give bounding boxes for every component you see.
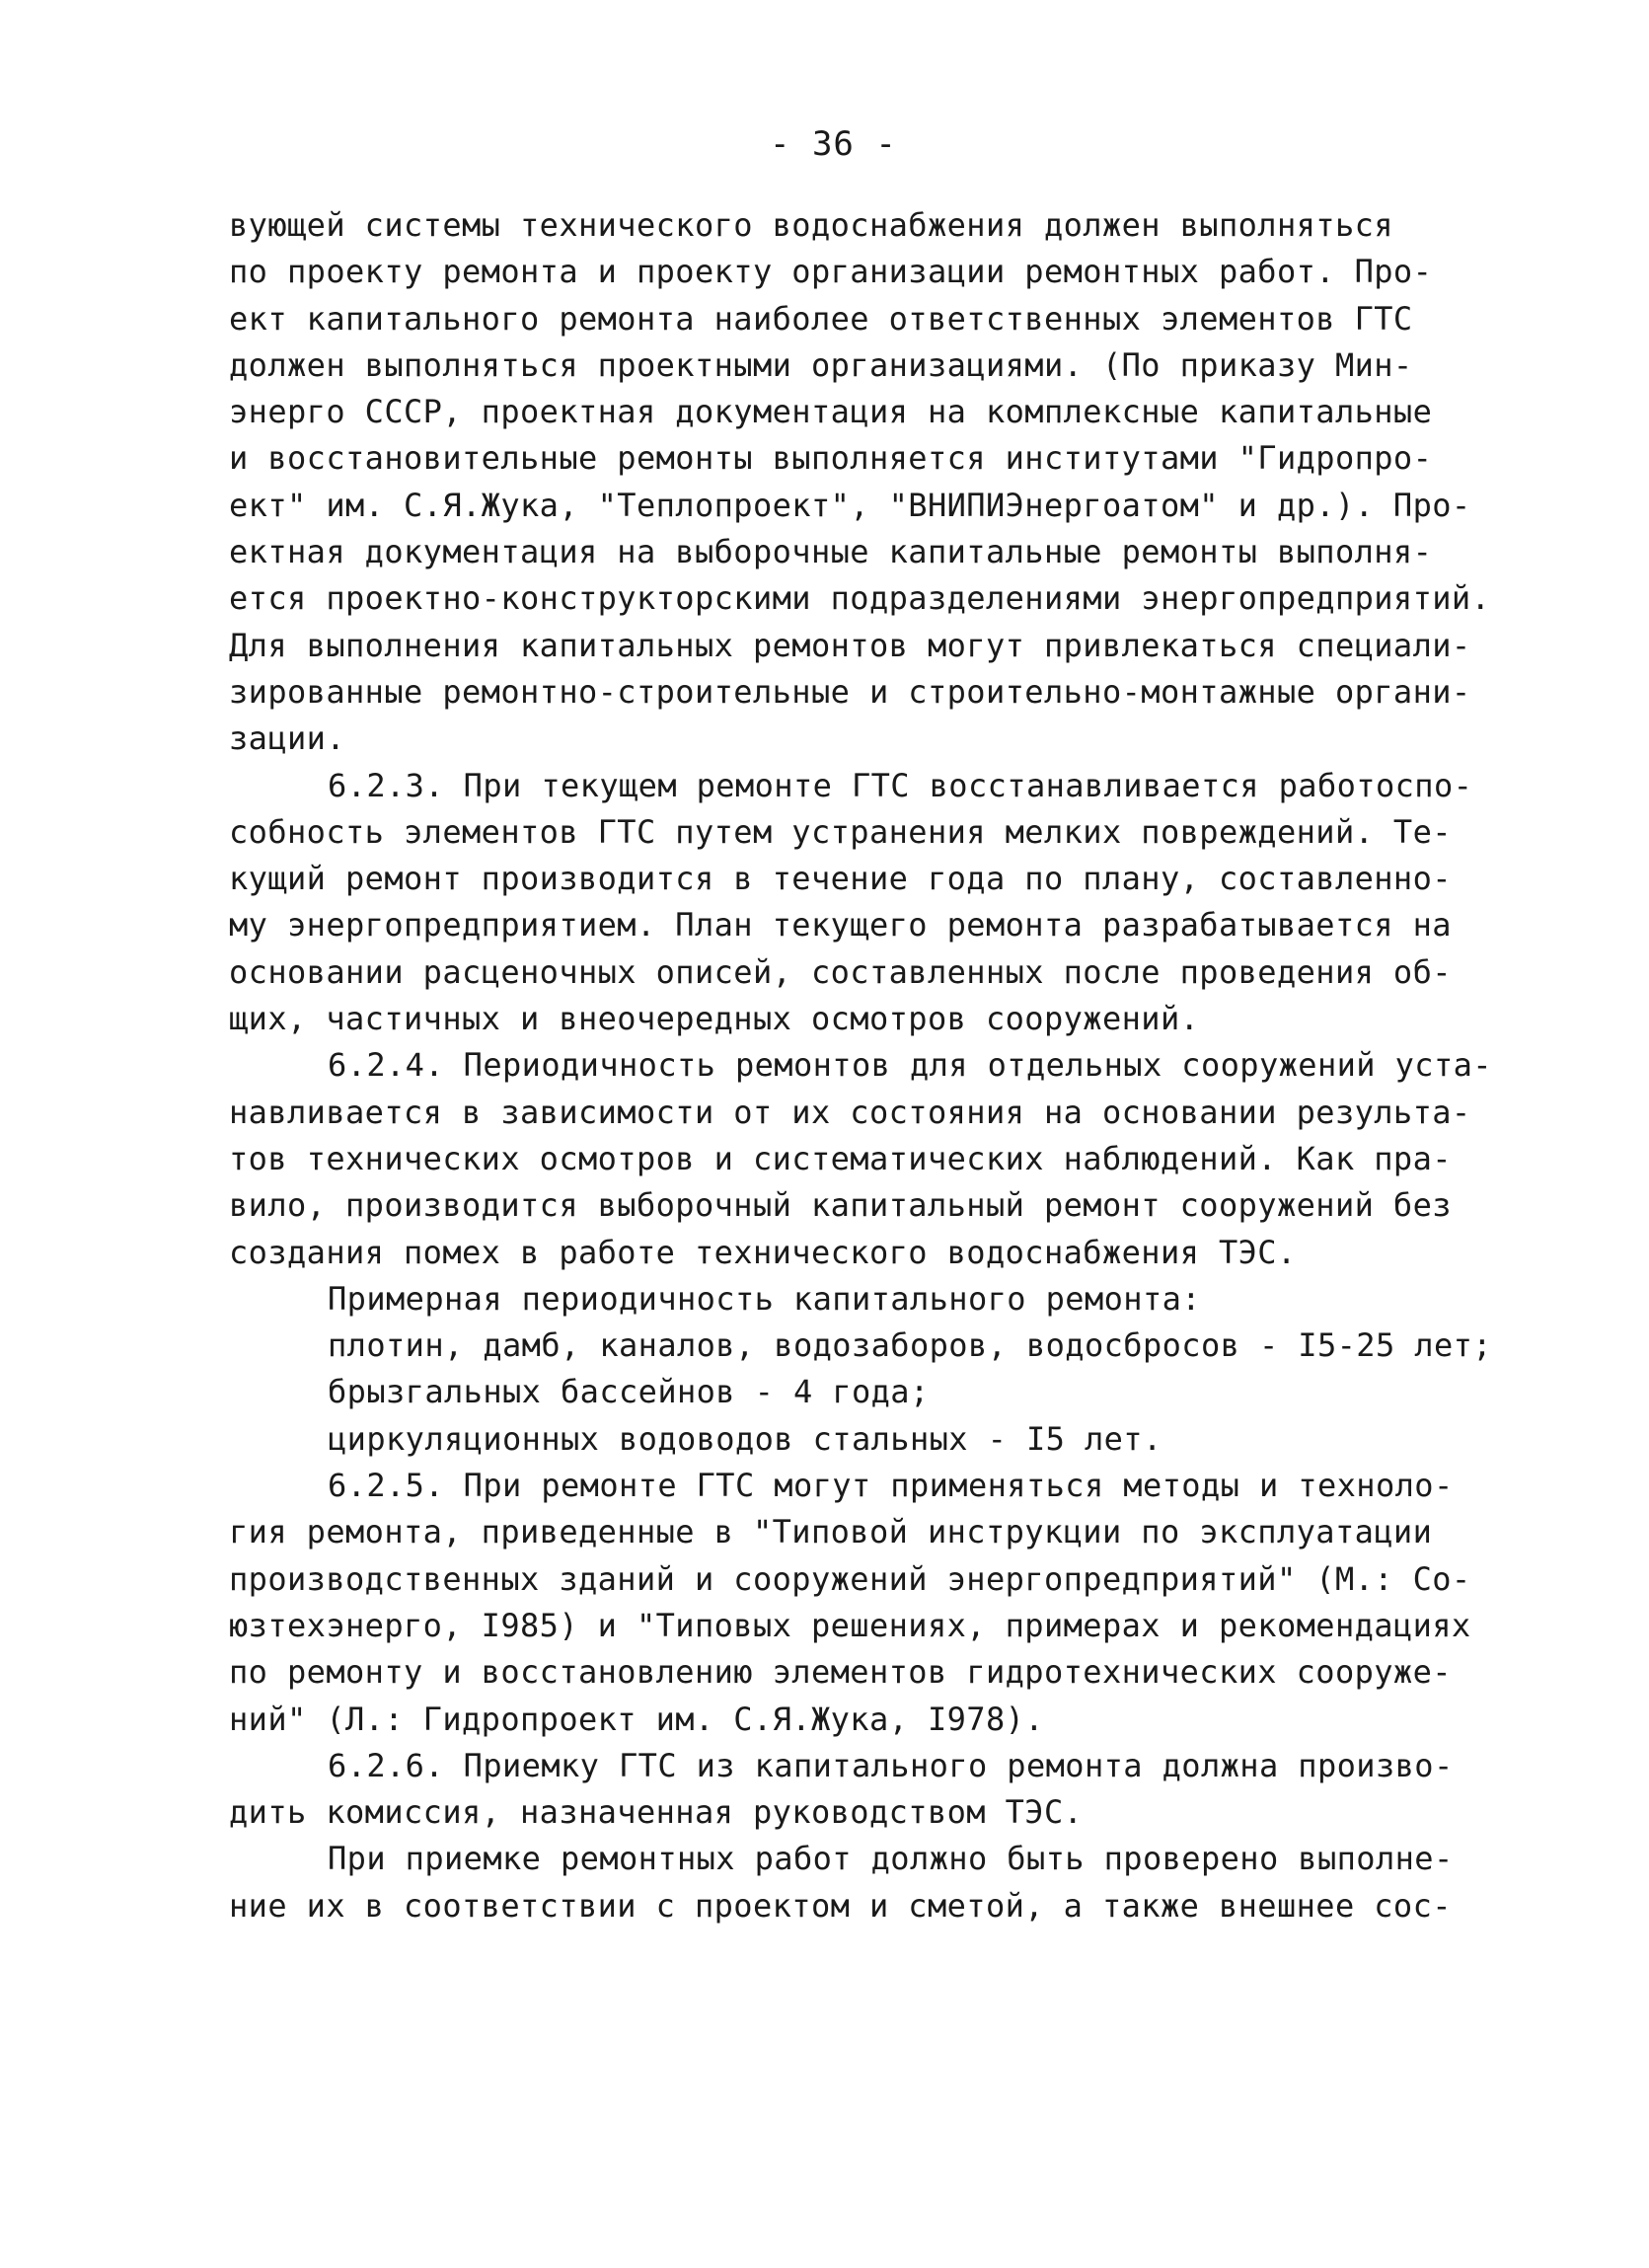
text-line: навливается в зависимости от их состояния на основании результа-	[229, 1093, 1471, 1131]
text-line: му энергопредприятием. План текущего ремонта разрабатывается на	[229, 906, 1452, 945]
text-line: собность элементов ГТС путем устранения мелких повреждений. Те-	[229, 812, 1452, 851]
list-item-line: плотин, дамб, каналов, водозаборов, водосбросов - I5-25 лет;	[328, 1326, 1492, 1365]
text-line: по проекту ремонта и проекту организации ремонтных работ. Про-	[229, 253, 1433, 291]
text-line: основании расценочных описей, составленных после проведения об-	[229, 952, 1452, 991]
list-item-line: циркуляционных водоводов стальных - I5 лет.	[328, 1419, 1162, 1458]
text-line: вующей системы технического водоснабжения должен выполняться	[229, 206, 1393, 244]
text-line: зации.	[229, 719, 345, 758]
text-line: ект" им. С.Я.Жука, "Теплопроект", "ВНИПИЭнергоатом" и др.). Про-	[229, 486, 1471, 524]
text-line: ект капитального ремонта наиболее ответственных элементов ГТС	[229, 299, 1413, 338]
page-number: - 36 -	[770, 124, 897, 164]
text-line: тов технических осмотров и систематических наблюдений. Как пра-	[229, 1139, 1452, 1177]
text-line: ние их в соответствии с проектом и сметой, а также внешнее сос-	[229, 1886, 1452, 1925]
text-line: и восстановительные ремонты выполняется институтами "Гидропро-	[229, 439, 1433, 478]
text-line: ний" (Л.: Гидропроект им. С.Я.Жука, I978).	[229, 1700, 1044, 1738]
text-line: должен выполняться проектными организациями. (По приказу Мин-	[229, 345, 1413, 384]
text-line: ется проектно-конструкторскими подразделениями энергопредприятий.	[229, 579, 1491, 618]
text-line: зированные ремонтно-строительные и строительно-монтажные органи-	[229, 672, 1471, 711]
text-line: энерго СССР, проектная документация на комплексные капитальные	[229, 393, 1433, 431]
text-line: ектная документация на выборочные капитальные ремонты выполня-	[229, 533, 1433, 571]
paragraph-start-line: 6.2.5. При ремонте ГТС могут применяться методы и техноло-	[328, 1467, 1454, 1505]
list-item-line: брызгальных бассейнов - 4 года;	[328, 1373, 930, 1411]
text-line: Для выполнения капитальных ремонтов могут привлекаться специали-	[229, 626, 1471, 664]
body-text	[229, 202, 1512, 1929]
paragraph-start-line: Примерная периодичность капитального ремонта:	[328, 1279, 1201, 1318]
text-line: дить комиссия, назначенная руководством ТЭС.	[229, 1793, 1084, 1832]
text-line: кущий ремонт производится в течение года по плану, составленно-	[229, 860, 1452, 898]
text-line: щих, частичных и внеочередных осмотров сооружений.	[229, 1000, 1200, 1038]
text-line: юзтехэнерго, I985) и "Типовых решениях, примерах и рекомендациях	[229, 1606, 1471, 1644]
text-line: создания помех в работе технического водоснабжения ТЭС.	[229, 1233, 1297, 1271]
text-line: производственных зданий и сооружений энергопредприятий" (М.: Со-	[229, 1559, 1471, 1598]
text-line: вило, производится выборочный капитальный ремонт сооружений без	[229, 1186, 1452, 1225]
paragraph-start-line: 6.2.3. При текущем ремонте ГТС восстанавливается работоспо-	[328, 766, 1473, 804]
paragraph-start-line: При приемке ремонтных работ должно быть проверено выполне-	[328, 1840, 1454, 1878]
paragraph-start-line: 6.2.6. Приемку ГТС из капитального ремонта должна произво-	[328, 1746, 1454, 1784]
paragraph-start-line: 6.2.4. Периодичность ремонтов для отдельных сооружений уста-	[328, 1046, 1492, 1085]
text-line: гия ремонта, приведенные в "Типовой инструкции по эксплуатации	[229, 1513, 1433, 1551]
text-line: по ремонту и восстановлению элементов гидротехнических сооруже-	[229, 1653, 1452, 1692]
